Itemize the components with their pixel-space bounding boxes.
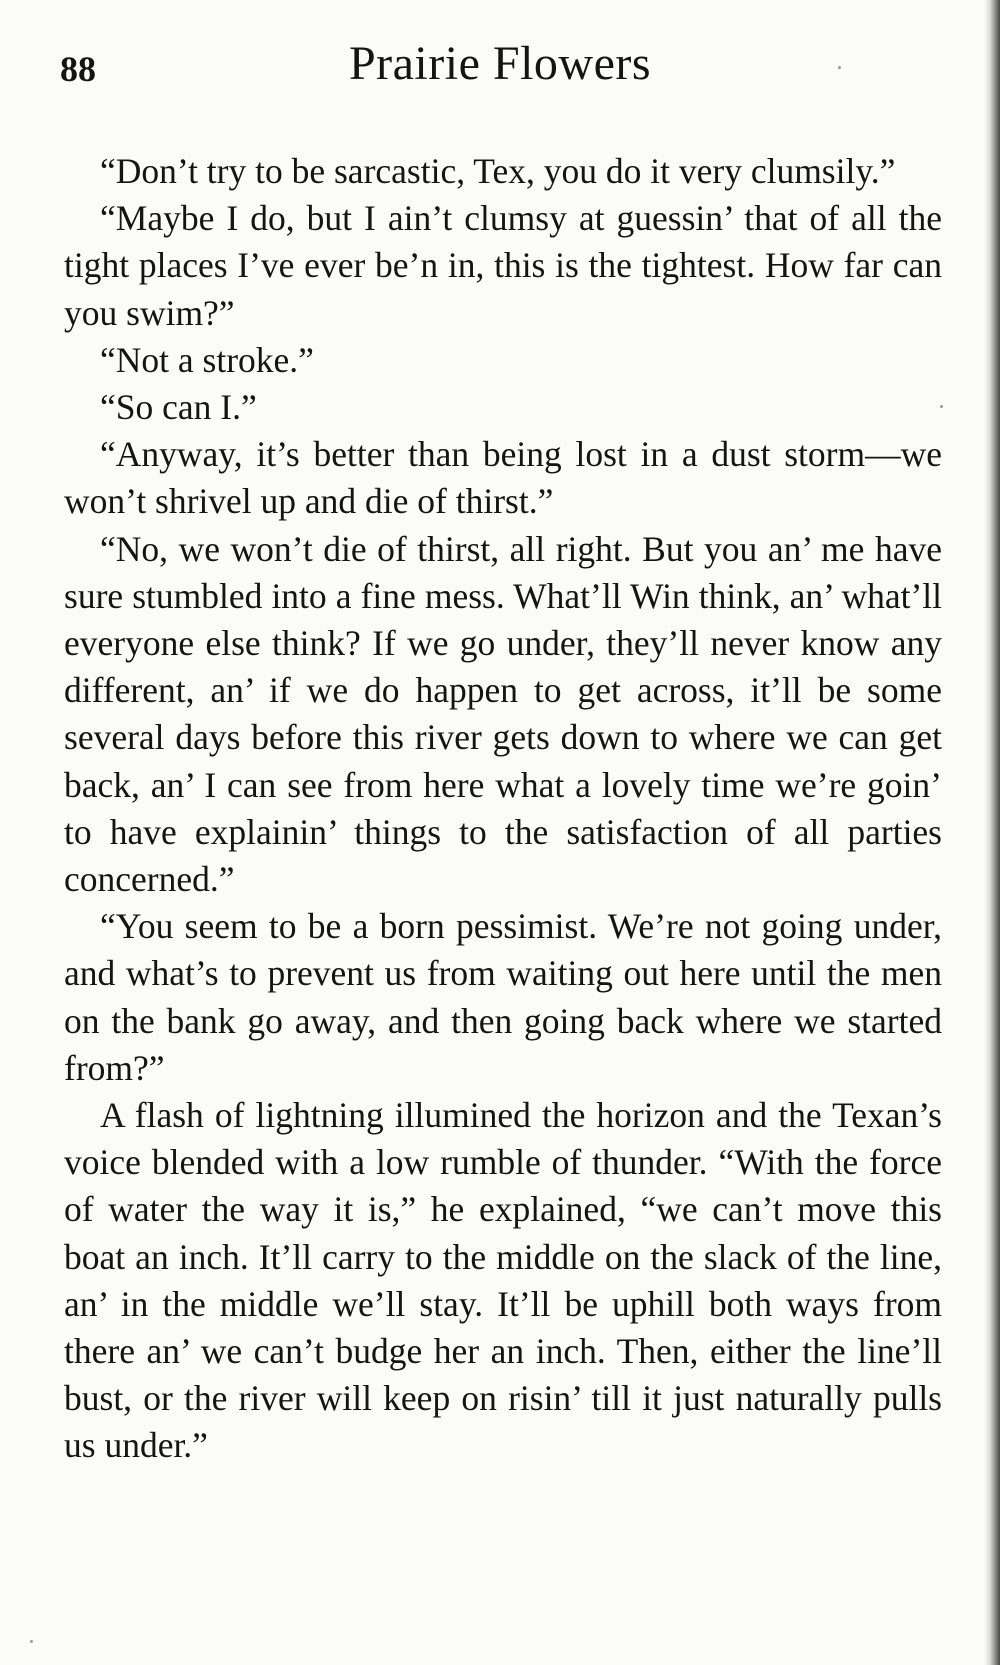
paragraph-2: “Maybe I do, but I ain’t clumsy at guessin’ that of all the tight places I’ve ever be’n in, this is the tightest. How far can you swim?” <box>64 198 942 333</box>
paragraph-7: “You seem to be a born pessimist. We’re not going under, and what’s to prevent us from waiting out here until the men on the bank go away, and then going back where we started from?” <box>64 906 942 1088</box>
paragraph-1: “Don’t try to be sarcastic, Tex, you do it very clumsily.” <box>100 151 896 191</box>
paper-speck <box>940 405 943 408</box>
paper-speck <box>838 66 841 69</box>
paragraph-4: “So can I.” <box>100 387 257 428</box>
paper-speck <box>30 1640 33 1643</box>
paragraph-8: A flash of lightning illumined the horizon and the Texan’s voice blended with a low rumble of thunder. “With the force of water the way it is,” he explained, “we can’t move this boat an inch. It’ll carry to the middle on the slack of the line, an’ in the middle we’ll stay. It’ll be uphill both ways from there an’ we can’t budge her an inch. Then, either the line’ll bust, or the river will keep on risin’ till it just naturally pulls us under.” <box>64 1095 942 1466</box>
running-title: Prairie Flowers <box>348 37 652 90</box>
paragraph-3: “Not a stroke.” <box>100 339 314 380</box>
paragraph-5: “Anyway, it’s better than being lost in a dust storm—we won’t shrivel up and die of thirst.” <box>64 434 942 522</box>
page-number: 88 <box>60 49 96 89</box>
page-header <box>60 36 940 100</box>
paragraph-6: “No, we won’t die of thirst, all right. But you an’ me have sure stumbled into a fine mess. What’ll Win think, an’ what’ll everyone else think? If we go under, they’ll never know any different, an’ if we do happen to get across, it’ll be some several days before this river gets down to where we can get back, an’ I can see from here what a lovely time we’re goin’ to have explainin’ things to the satisfaction of all parties concerned.” <box>64 528 942 900</box>
page-spine-shadow <box>984 0 1000 1665</box>
body-text <box>64 148 942 1470</box>
